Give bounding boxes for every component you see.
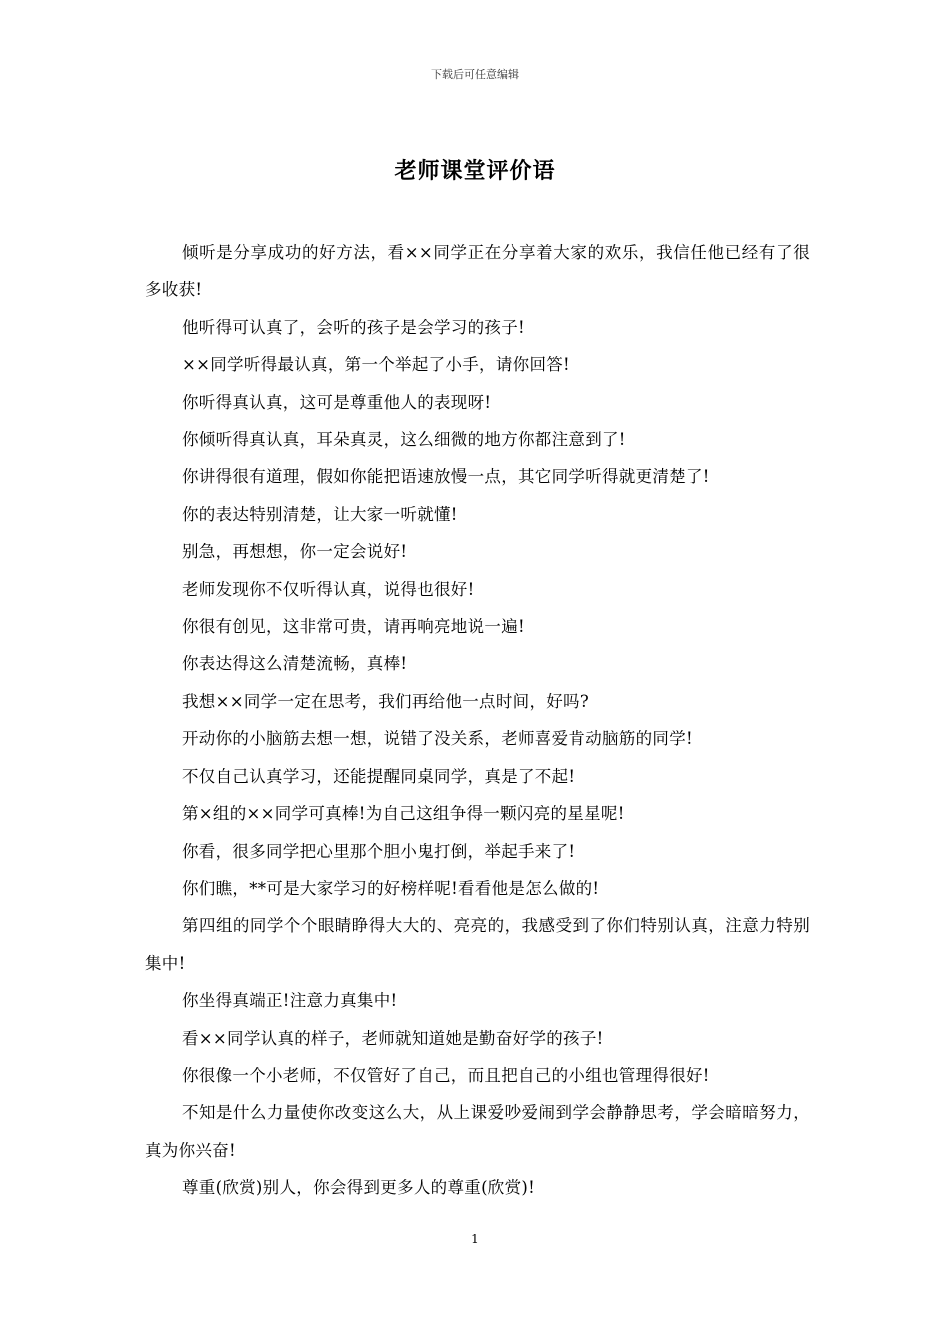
paragraph: 第四组的同学个个眼睛睁得大大的、亮亮的，我感受到了你们特别认真，注意力特别集中! (145, 916, 810, 973)
paragraph: 你看，很多同学把心里那个胆小鬼打倒，举起手来了! (182, 841, 576, 861)
paragraph: 不仅自己认真学习，还能提醒同桌同学，真是了不起! (182, 766, 576, 786)
page-number: 1 (471, 1232, 479, 1246)
paragraph: 开动你的小脑筋去想一想，说错了没关系，老师喜爱肯动脑筋的同学! (182, 729, 693, 749)
paragraph: ××同学听得最认真，第一个举起了小手，请你回答! (182, 355, 570, 375)
paragraph: 你很像一个小老师，不仅管好了自己，而且把自己的小组也管理得很好! (182, 1065, 710, 1085)
paragraph: 你们瞧，**可是大家学习的好榜样呢!看看他是怎么做的! (182, 878, 600, 898)
paragraph: 尊重(欣赏)别人，你会得到更多人的尊重(欣赏)! (182, 1178, 536, 1198)
paragraph: 第×组的××同学可真棒!为自己这组争得一颗闪亮的星星呢! (182, 804, 625, 824)
paragraph: 你的表达特别清楚，让大家一听就懂! (182, 504, 458, 524)
paragraph: 你很有创见，这非常可贵，请再响亮地说一遍! (182, 617, 525, 637)
body-text (145, 234, 810, 1207)
paragraph: 你表达得这么清楚流畅，真棒! (182, 654, 408, 674)
paragraph: 别急，再想想，你一定会说好! (182, 542, 408, 562)
paragraph: 倾听是分享成功的好方法，看××同学正在分享着大家的欢乐，我信任他已经有了很多收获! (145, 243, 810, 300)
paragraph: 你听得真认真，这可是尊重他人的表现呀! (182, 392, 492, 412)
paragraph: 看××同学认真的样子，老师就知道她是勤奋好学的孩子! (182, 1028, 604, 1048)
paragraph: 老师发现你不仅听得认真，说得也很好! (182, 579, 475, 599)
header-note: 下载后可任意编辑 (431, 68, 519, 81)
paragraph: 你坐得真端正!注意力真集中! (182, 991, 398, 1011)
paragraph: 不知是什么力量使你改变这么大，从上课爱吵爱闹到学会静静思考，学会暗暗努力，真为你兴奋! (145, 1103, 810, 1160)
page-title: 老师课堂评价语 (394, 158, 556, 184)
paragraph: 你倾听得真认真，耳朵真灵，这么细微的地方你都注意到了! (182, 430, 626, 450)
paragraph: 你讲得很有道理，假如你能把语速放慢一点，其它同学听得就更清楚了! (182, 467, 710, 487)
paragraph: 他听得可认真了，会听的孩子是会学习的孩子! (182, 317, 525, 337)
paragraph: 我想××同学一定在思考，我们再给他一点时间，好吗? (182, 691, 589, 711)
